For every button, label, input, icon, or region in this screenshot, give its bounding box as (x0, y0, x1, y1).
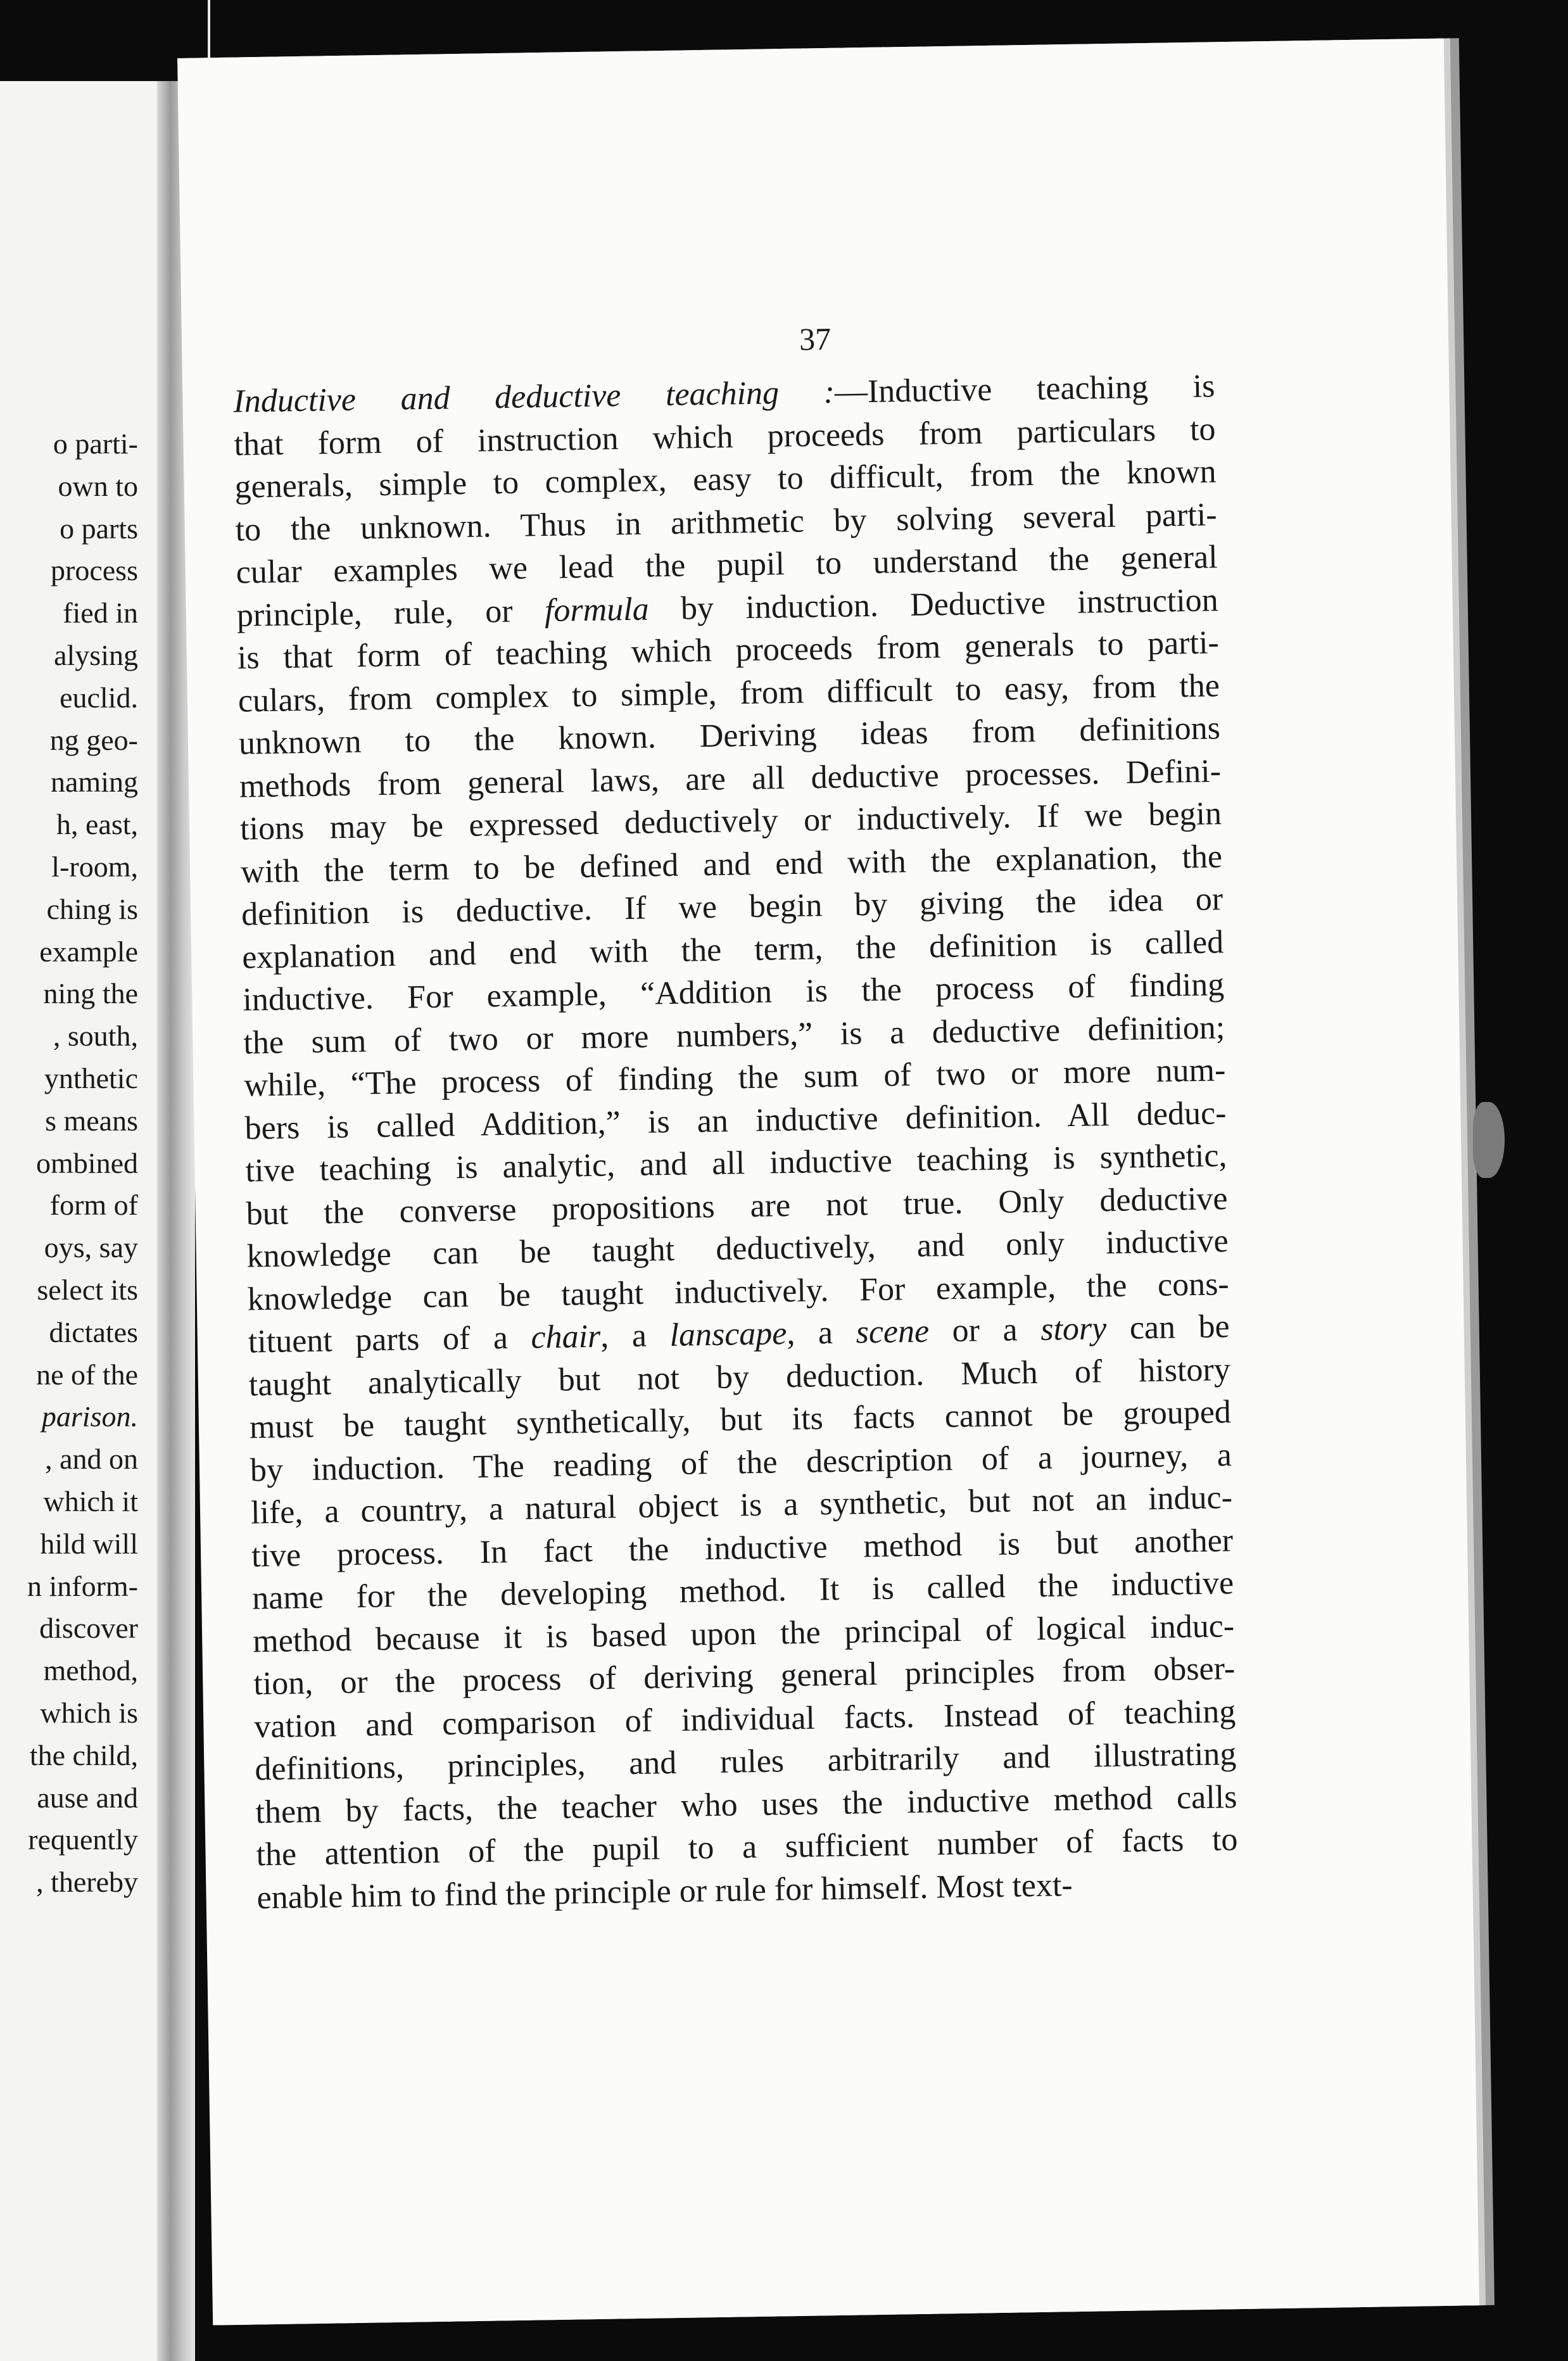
facing-page-line: , and on (45, 1443, 138, 1476)
text-run: culars, from complex to simple, from difficult to easy, from the (237, 667, 1220, 719)
text-run: the sum of two or more numbers,” is a deductive definition; (243, 1009, 1225, 1061)
page-number: 37 (799, 320, 831, 357)
facing-page-line: o parts (60, 512, 138, 545)
text-run: unknown to the known. Deriving ideas from definitions (238, 710, 1221, 762)
text-run: is that form of teaching which proceeds from generals to parti- (237, 624, 1220, 676)
text-run: that form of instruction which proceeds from particulars to (234, 410, 1216, 463)
facing-page-line: h, east, (56, 808, 138, 841)
facing-page-line: ning the (43, 977, 138, 1010)
text-run: tive teaching is analytic, and all inductive teaching is synthetic, (245, 1137, 1227, 1189)
facing-page-line: discover (39, 1612, 138, 1645)
scan-mark (208, 0, 210, 58)
facing-page-line: ause and (37, 1781, 138, 1814)
text-run: , a (786, 1314, 857, 1352)
text-run: name for the developing method. It is called the inductive (251, 1565, 1234, 1617)
text-run: methods from general laws, are all deductive processes. Defini- (239, 752, 1222, 805)
facing-page-line: l-room, (51, 850, 138, 883)
text-run: —Inductive teaching is (834, 368, 1215, 410)
text-run: knowledge can be taught inductively. For example, the cons- (247, 1265, 1230, 1317)
italic-text: chair (531, 1318, 601, 1356)
facing-page-line: ombined (36, 1146, 138, 1179)
italic-text: lanscape (669, 1315, 787, 1354)
facing-page-line: fied in (63, 597, 138, 630)
facing-page-line: alysing (54, 638, 138, 671)
text-run: tion, or the process of deriving general principles from obser- (253, 1650, 1236, 1702)
facing-page-line: form of (49, 1189, 138, 1222)
book-page (177, 39, 1479, 2326)
text-run: tituent parts of a (248, 1319, 531, 1360)
text-run: bers is called Addition,” is an inductive definition. All deduc- (244, 1094, 1227, 1147)
text-run: explanation and end with the term, the definition is called (241, 923, 1224, 976)
text-run: or a (928, 1311, 1041, 1350)
facing-page-line: s means (45, 1104, 138, 1137)
text-run: principle, rule, or (236, 592, 545, 634)
text-run: with the term to be defined and end with the explanation, the (240, 838, 1223, 890)
facing-page-line: which is (40, 1696, 138, 1729)
text-run: tive process. In fact the inductive method is but another (251, 1522, 1234, 1574)
facing-page-line: parison. (41, 1400, 138, 1433)
text-run: method because it is based upon the principal of logical induc- (252, 1607, 1235, 1659)
facing-page-text (0, 423, 138, 1904)
facing-page-line: the child, (29, 1738, 138, 1771)
body-paragraph (233, 365, 1239, 1919)
text-run: enable him to find the principle or rule for himself. Most text- (256, 1866, 1073, 1916)
facing-page-line: o parti- (53, 427, 138, 460)
facing-page-left (0, 81, 157, 2361)
italic-text: formula (544, 590, 650, 629)
facing-page-line: ching is (46, 892, 138, 925)
text-run: inductive. For example, “Addition is the process of finding (242, 966, 1225, 1018)
facing-page-line: ne of the (36, 1358, 138, 1391)
italic-text: story (1040, 1310, 1107, 1348)
text-run: knowledge can be taught deductively, and only inductive (246, 1223, 1229, 1275)
facing-page-line: requently (28, 1823, 138, 1856)
facing-page-line: n inform- (27, 1569, 138, 1602)
text-run: the attention of the pupil to a sufficient number of facts to (256, 1821, 1238, 1873)
text-run: must be taught synthetically, but its facts cannot be grouped (249, 1394, 1232, 1446)
binding-clip (1473, 1102, 1505, 1178)
text-run: tions may be expressed deductively or inductively. If we begin (239, 795, 1222, 847)
text-run: but the converse propositions are not true. Only deductive (246, 1180, 1228, 1232)
facing-page-line: naming (51, 766, 138, 799)
facing-page-line: euclid. (60, 681, 138, 714)
text-run: definitions, principles, and rules arbitrarily and illustrating (255, 1736, 1237, 1788)
text-run: by induction. The reading of the description of a journey, a (250, 1436, 1232, 1488)
facing-page-line: process (51, 554, 138, 587)
facing-page-line: , thereby (36, 1866, 138, 1899)
text-run: , a (600, 1317, 670, 1355)
facing-page-line: dictates (49, 1315, 138, 1348)
text-run: life, a country, a natural object is a synthetic, but not an induc- (250, 1479, 1233, 1531)
text-run: generals, simple to complex, easy to difficult, from the known (234, 453, 1217, 505)
text-run: by induction. Deductive instruction (648, 581, 1219, 627)
facing-page-line: which it (43, 1484, 138, 1517)
facing-page-line: , south, (53, 1020, 138, 1053)
italic-text: Inductive and deductive teaching : (233, 374, 835, 420)
facing-page-line: own to (58, 469, 138, 502)
facing-page-line: hild will (40, 1527, 138, 1560)
text-run: to the unknown. Thus in arithmetic by solving several parti- (235, 496, 1217, 548)
text-run: definition is deductive. If we begin by giving the idea or (241, 881, 1223, 933)
facing-page-line: method, (43, 1654, 138, 1687)
text-run: can be (1106, 1308, 1230, 1347)
facing-page-line: example (39, 935, 138, 968)
italic-text: scene (856, 1313, 930, 1351)
text-run: taught analytically but not by deduction. Much of history (248, 1351, 1231, 1403)
facing-page-line: select its (37, 1273, 138, 1306)
facing-page-line: ynthetic (44, 1061, 138, 1094)
facing-page-line: ng geo- (49, 723, 138, 756)
facing-page-line: oys, say (44, 1231, 138, 1264)
text-run: vation and comparison of individual facts. Instead of teaching (253, 1693, 1236, 1745)
text-run: them by facts, the teacher who uses the inductive method calls (255, 1778, 1237, 1830)
text-run: while, “The process of finding the sum of two or more num- (244, 1052, 1226, 1104)
text-run: cular examples we lead the pupil to understand the general (236, 539, 1218, 591)
